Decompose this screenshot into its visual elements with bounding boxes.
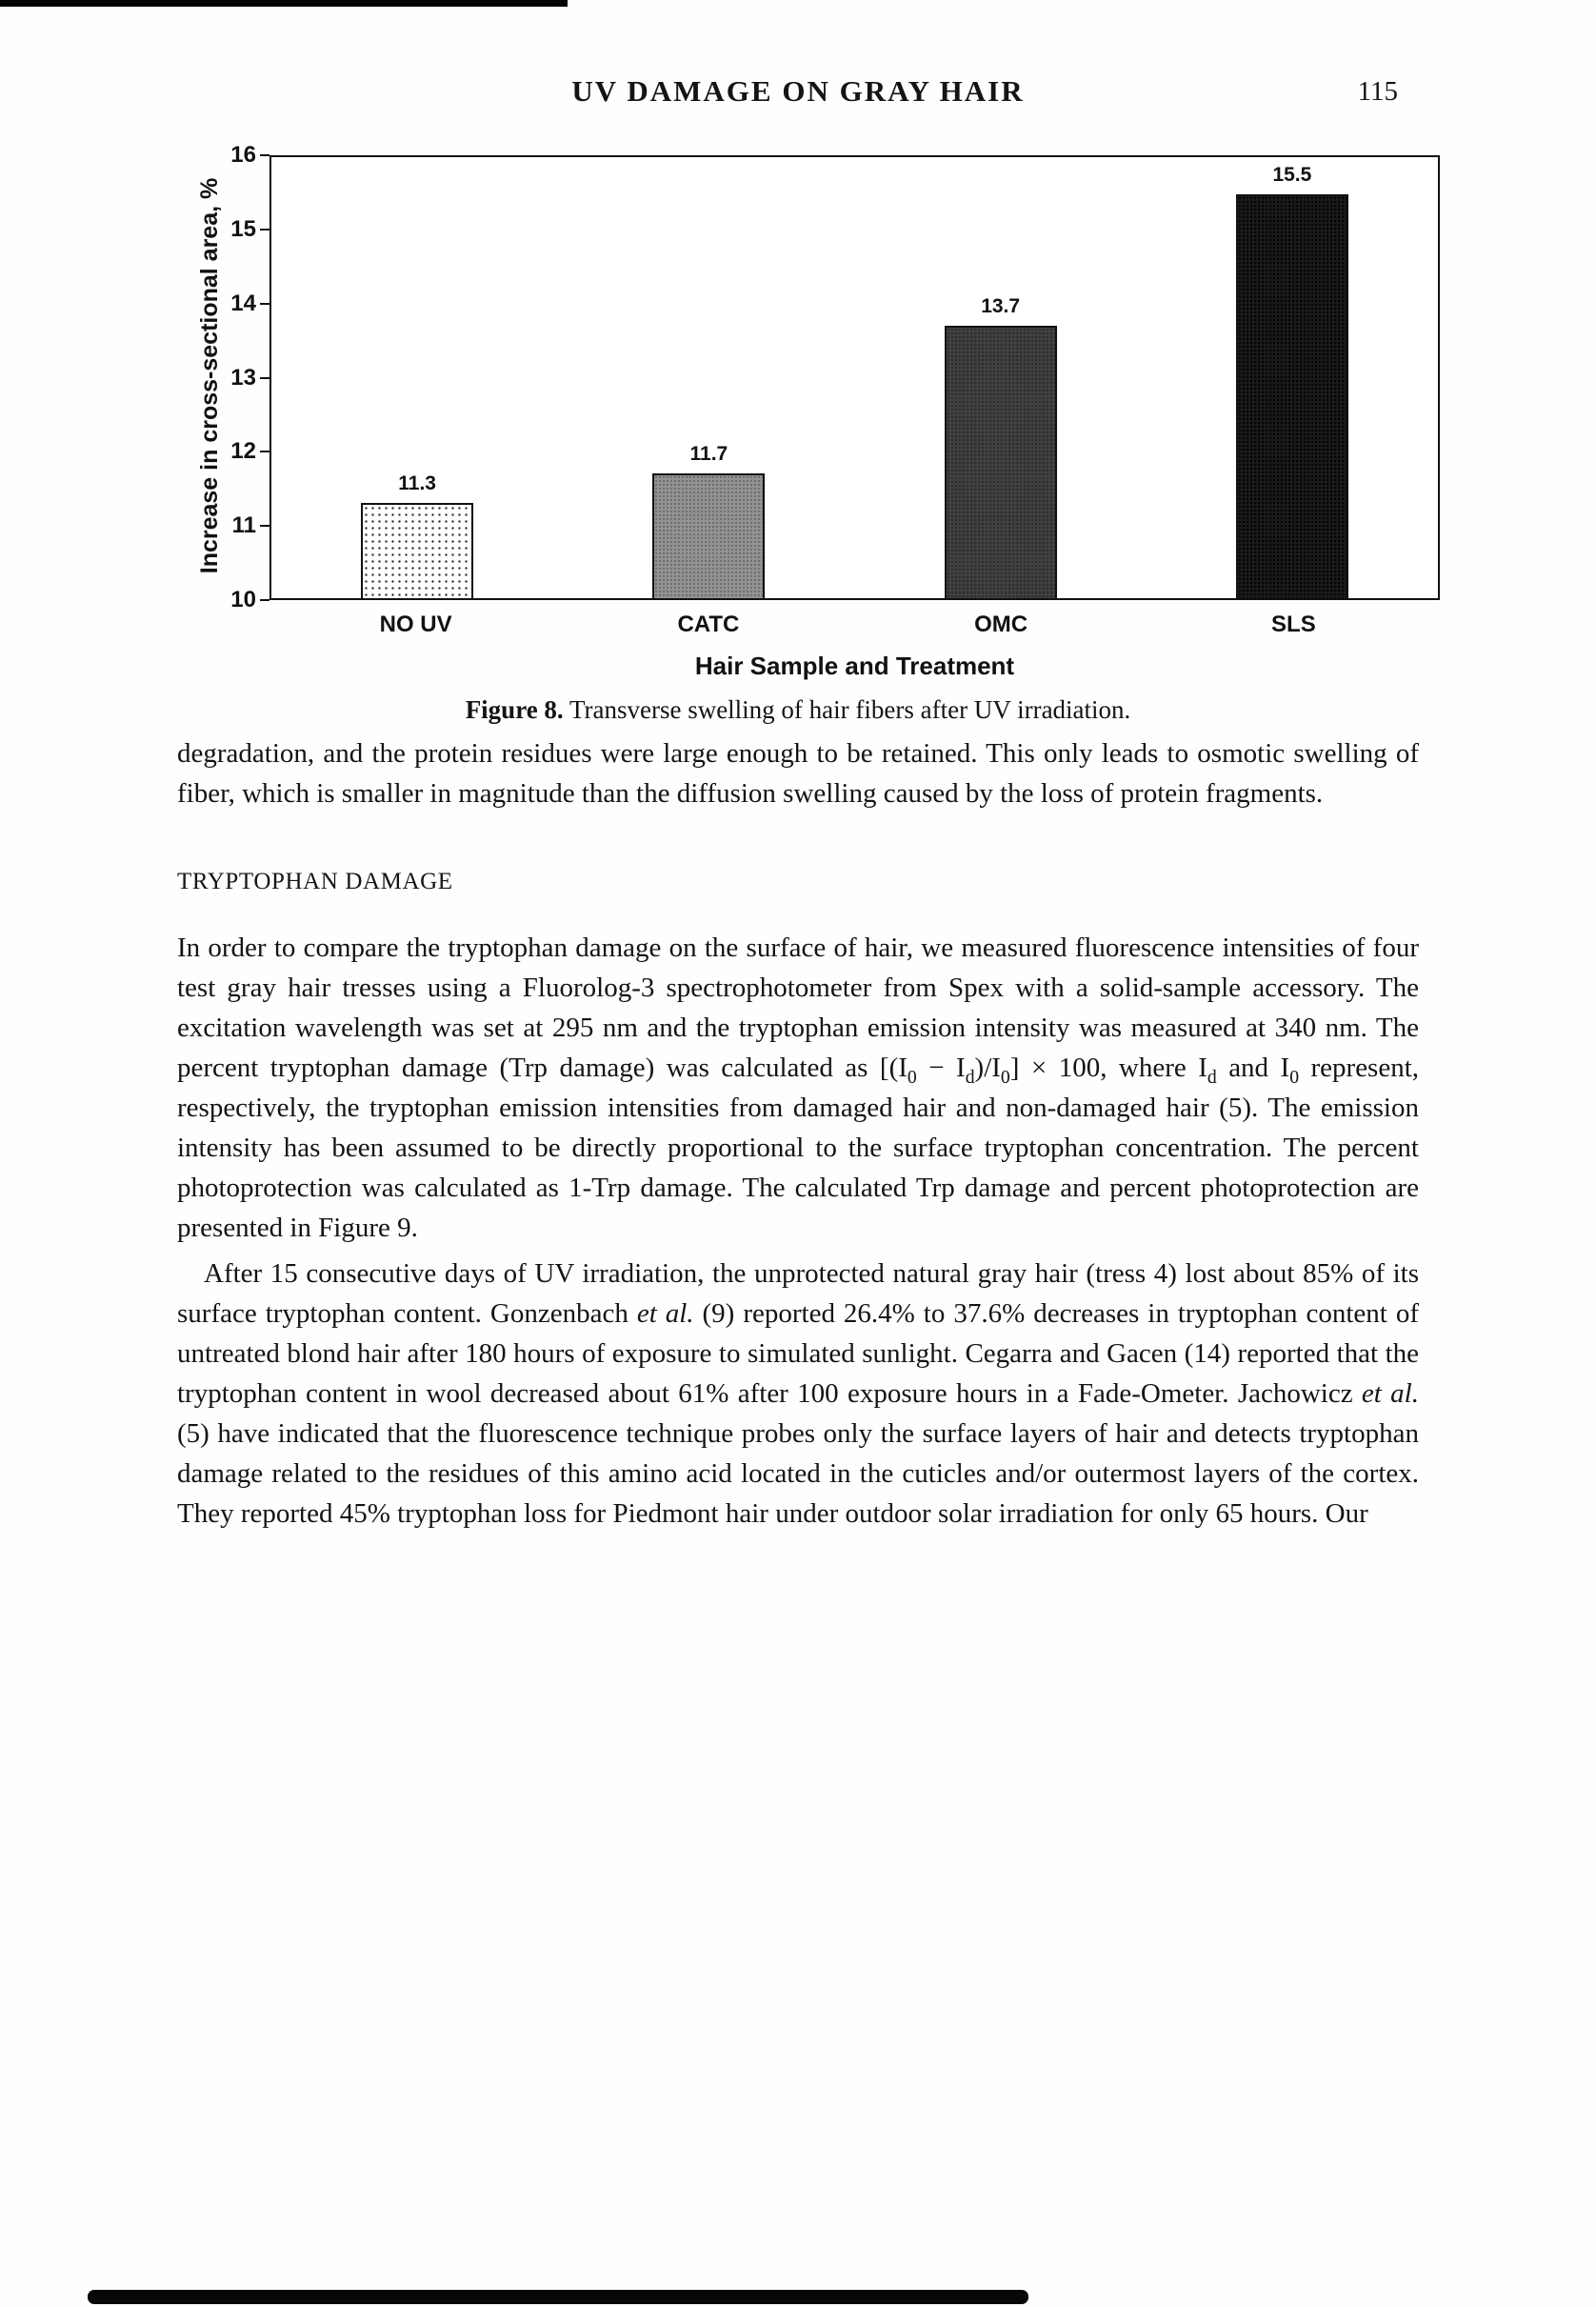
x-category-label: OMC xyxy=(974,612,1028,637)
x-category-label: CATC xyxy=(677,612,740,637)
y-tick-label: 14 xyxy=(230,290,256,316)
body-text-column xyxy=(177,733,1419,1534)
y-tick-label: 12 xyxy=(230,438,256,465)
y-tick-label: 15 xyxy=(230,215,256,242)
y-tick-label: 16 xyxy=(230,142,256,168)
bar-value-label: 11.3 xyxy=(398,471,436,494)
x-category-label: NO UV xyxy=(379,612,452,637)
section-heading: TRYPTOPHAN DAMAGE xyxy=(177,869,453,894)
x-axis-title: Hair Sample and Treatment xyxy=(694,652,1015,680)
bar-slot xyxy=(1147,157,1438,598)
y-axis-ticks xyxy=(150,142,269,612)
chart-plot-area xyxy=(269,155,1440,600)
y-axis-title: Increase in cross-sectional area, % xyxy=(196,177,223,574)
paragraph: In order to compare the tryptophan damage on the surface of hair, we measured fluorescence intensities of four test gray hair tresses using a Fluorolog-3 spectrophotometer from Spex with a solid-sample accessory. The excitation wavelength was set at 295 nm and the tryptophan emission intensity was measured at 340 nm. The percent tryptophan damage (Trp damage) was calculated as $[(I_0 - I_d)/I_0] \times 100$, where $I_d$ and $I_0$ represent, respectively, the tryptophan emission intensities from damaged hair and non-damaged hair (5). The emission intensity has been assumed to be directly proportional to the surface tryptophan concentration. The percent photoprotection was calculated as 1-Trp damage. The calculated Trp damage and percent photoprotection are presented in Figure 9. xyxy=(177,933,1420,1243)
bar-sls xyxy=(1236,194,1348,598)
bar-slot xyxy=(563,157,854,598)
chart-bars xyxy=(271,157,1438,598)
bar-value-label: 15.5 xyxy=(1272,163,1312,186)
scan-artifact-bottom xyxy=(88,2290,1028,2304)
y-tick-label: 10 xyxy=(230,587,256,612)
y-tick-label: 11 xyxy=(231,512,256,539)
figure-caption: Figure 8. Transverse swelling of hair fibers after UV irradiation. xyxy=(465,695,1131,724)
bar-no-uv xyxy=(361,503,473,598)
x-category-label: SLS xyxy=(1271,612,1316,637)
bar-slot xyxy=(855,157,1147,598)
running-title: UV DAMAGE ON GRAY HAIR xyxy=(571,74,1025,108)
bar-value-label: 13.7 xyxy=(981,295,1021,318)
bar-omc xyxy=(945,326,1057,598)
paragraph: degradation, and the protein residues were large enough to be retained. This only leads to osmotic swelling of fiber, which is smaller in magnitude than the diffusion swelling caused by the loss of protein fragments. xyxy=(177,738,1419,809)
paragraph: After 15 consecutive days of UV irradiation, the unprotected natural gray hair (tress 4) lost about 85% of its surface tryptophan content. Gonzenbach et al. (9) reported 26.4% to 37.6% decreases in tryptophan content of untreated blond hair after 180 hours of exposure to simulated sunlight. Cegarra and Gacen (14) reported that the tryptophan content in wool decreased about 61% after 100 exposure hours in a Fade-Ometer. Jachowicz et al. (5) have indicated that the fluorescence technique probes only the surface layers of hair and detects tryptophan damage related to the residues of this amino acid located in the cuticles and/or outermost layers of the cortex. They reported 45% tryptophan loss for Piedmont hair under outdoor solar irradiation for only 65 hours. Our xyxy=(177,1258,1419,1529)
page-number: 115 xyxy=(1357,76,1398,107)
bar-value-label: 11.7 xyxy=(689,442,728,465)
bar-catc xyxy=(652,473,765,598)
page-header xyxy=(177,74,1419,116)
figure-8-bar-chart xyxy=(0,143,1596,738)
y-tick-label: 13 xyxy=(230,364,256,391)
scan-artifact-top xyxy=(0,0,568,7)
x-axis-categories xyxy=(269,612,1440,638)
bar-slot xyxy=(271,157,563,598)
